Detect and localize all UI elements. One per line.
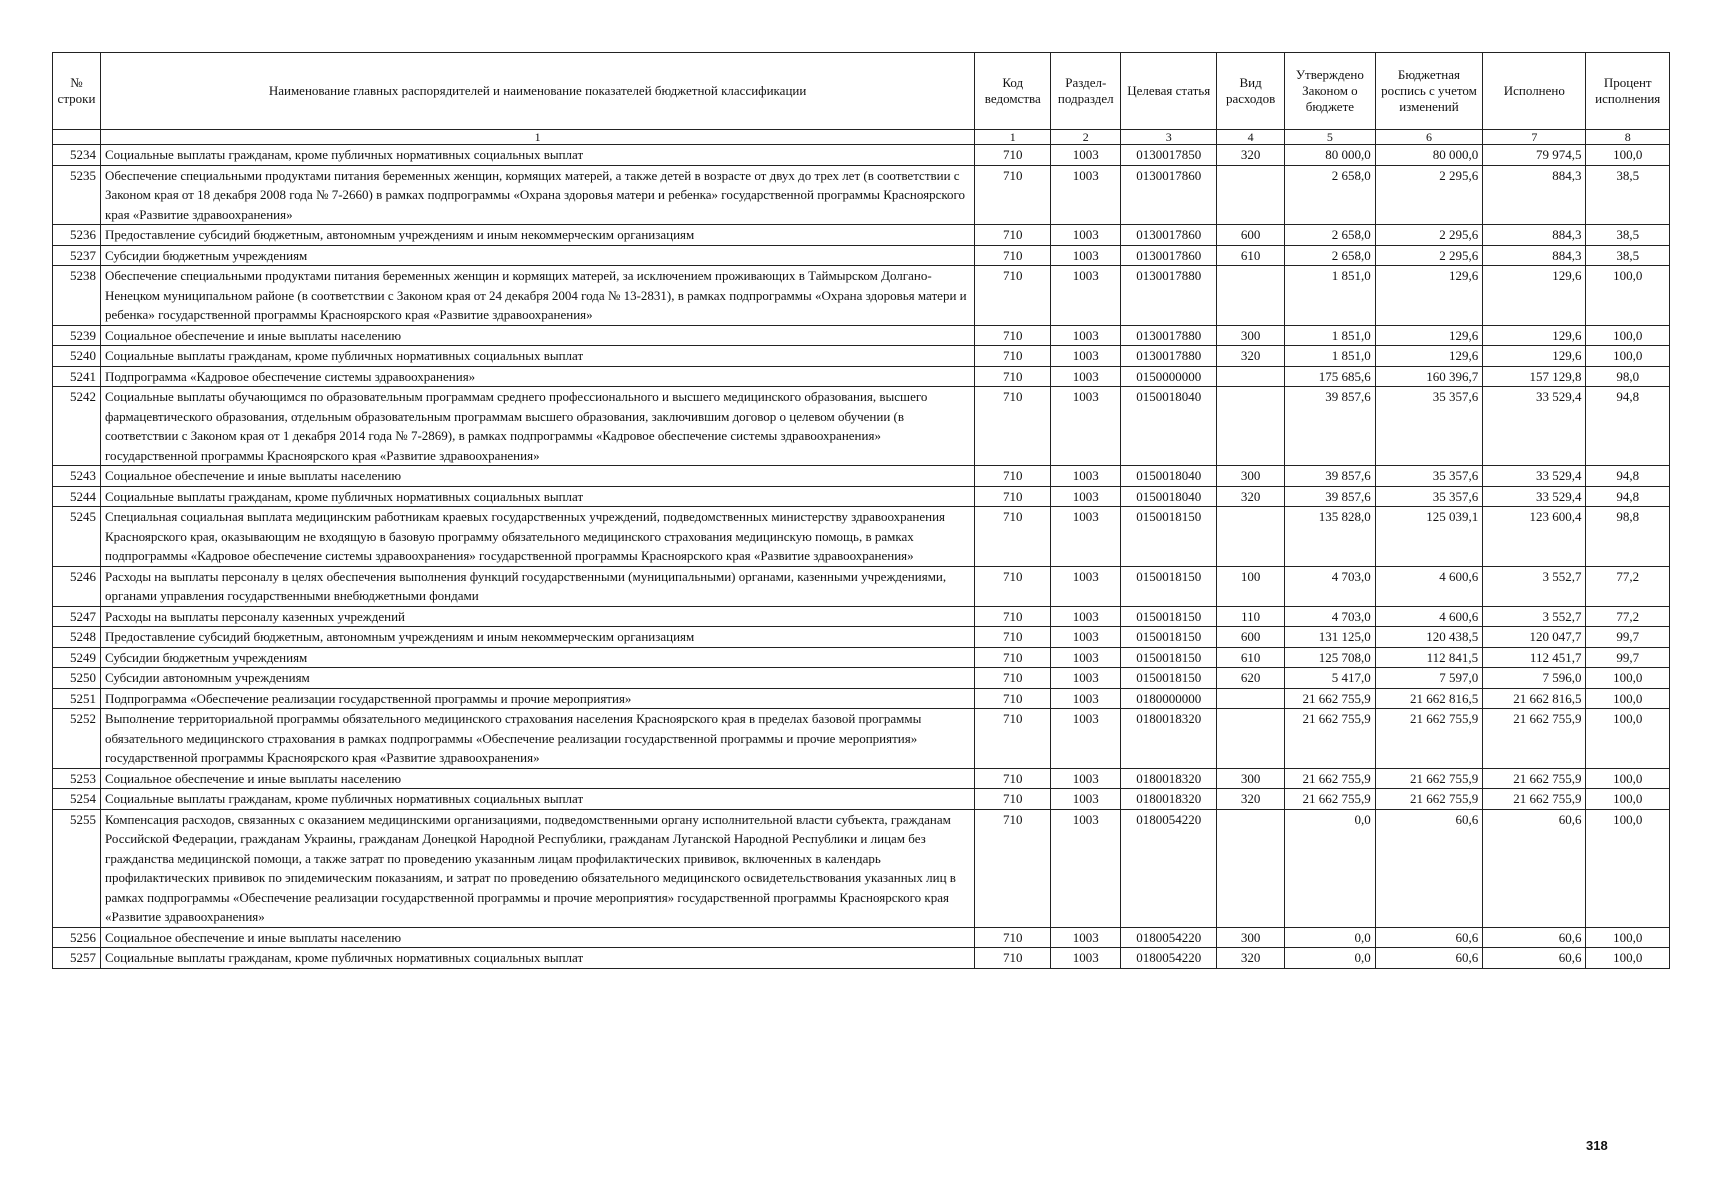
header-percent: Процент исполнения	[1586, 53, 1670, 130]
row-target: 0150018150	[1121, 647, 1217, 668]
row-name: Субсидии бюджетным учреждениям	[100, 245, 974, 266]
row-schedule: 160 396,7	[1375, 366, 1482, 387]
row-name: Субсидии бюджетным учреждениям	[100, 647, 974, 668]
row-name: Субсидии автономным учреждениям	[100, 668, 974, 689]
row-number: 5238	[53, 266, 101, 326]
row-dept-code: 710	[975, 647, 1051, 668]
row-approved: 175 685,6	[1285, 366, 1376, 387]
row-section: 1003	[1051, 325, 1121, 346]
page-number: 318	[1586, 1138, 1608, 1153]
row-executed: 7 596,0	[1483, 668, 1586, 689]
budget-report-page	[52, 52, 1670, 969]
col-number: 8	[1586, 130, 1670, 145]
row-target: 0180018320	[1121, 768, 1217, 789]
row-exp-type: 620	[1217, 668, 1285, 689]
row-number: 5253	[53, 768, 101, 789]
col-number: 5	[1285, 130, 1376, 145]
row-executed: 60,6	[1483, 809, 1586, 927]
row-exp-type: 300	[1217, 325, 1285, 346]
table-row	[53, 688, 1670, 709]
row-approved: 0,0	[1285, 948, 1376, 969]
row-dept-code: 710	[975, 366, 1051, 387]
table-row	[53, 566, 1670, 606]
row-section: 1003	[1051, 627, 1121, 648]
row-section: 1003	[1051, 768, 1121, 789]
row-executed: 21 662 755,9	[1483, 709, 1586, 769]
row-exp-type: 100	[1217, 566, 1285, 606]
row-approved: 21 662 755,9	[1285, 709, 1376, 769]
table-row	[53, 647, 1670, 668]
row-number: 5239	[53, 325, 101, 346]
row-exp-type	[1217, 387, 1285, 466]
row-exp-type: 320	[1217, 346, 1285, 367]
row-exp-type: 320	[1217, 948, 1285, 969]
row-name: Подпрограмма «Обеспечение реализации государственной программы и прочие мероприятия»	[100, 688, 974, 709]
row-target: 0130017880	[1121, 266, 1217, 326]
row-exp-type	[1217, 809, 1285, 927]
row-schedule: 21 662 755,9	[1375, 768, 1482, 789]
row-percent: 94,8	[1586, 466, 1670, 487]
row-number: 5241	[53, 366, 101, 387]
row-approved: 1 851,0	[1285, 325, 1376, 346]
row-schedule: 2 295,6	[1375, 245, 1482, 266]
row-schedule: 60,6	[1375, 809, 1482, 927]
row-target: 0130017850	[1121, 145, 1217, 166]
row-executed: 79 974,5	[1483, 145, 1586, 166]
row-dept-code: 710	[975, 606, 1051, 627]
row-schedule: 80 000,0	[1375, 145, 1482, 166]
row-approved: 4 703,0	[1285, 566, 1376, 606]
row-percent: 100,0	[1586, 948, 1670, 969]
row-target: 0180054220	[1121, 927, 1217, 948]
row-section: 1003	[1051, 466, 1121, 487]
row-approved: 21 662 755,9	[1285, 789, 1376, 810]
row-schedule: 129,6	[1375, 266, 1482, 326]
row-dept-code: 710	[975, 145, 1051, 166]
row-number: 5242	[53, 387, 101, 466]
row-approved: 0,0	[1285, 927, 1376, 948]
row-target: 0130017880	[1121, 325, 1217, 346]
row-dept-code: 710	[975, 927, 1051, 948]
table-header	[53, 53, 1670, 145]
row-exp-type: 300	[1217, 927, 1285, 948]
row-approved: 125 708,0	[1285, 647, 1376, 668]
table-row	[53, 466, 1670, 487]
row-schedule: 7 597,0	[1375, 668, 1482, 689]
row-target: 0150018040	[1121, 387, 1217, 466]
row-dept-code: 710	[975, 948, 1051, 969]
row-name: Расходы на выплаты персоналу казенных учреждений	[100, 606, 974, 627]
row-number: 5256	[53, 927, 101, 948]
table-row	[53, 325, 1670, 346]
row-name: Социальное обеспечение и иные выплаты населению	[100, 768, 974, 789]
row-target: 0150018040	[1121, 466, 1217, 487]
row-number: 5237	[53, 245, 101, 266]
row-approved: 1 851,0	[1285, 346, 1376, 367]
row-exp-type: 300	[1217, 466, 1285, 487]
row-dept-code: 710	[975, 346, 1051, 367]
row-executed: 129,6	[1483, 346, 1586, 367]
header-name: Наименование главных распорядителей и наименование показателей бюджетной классификации	[100, 53, 974, 130]
row-name: Социальные выплаты гражданам, кроме публичных нормативных социальных выплат	[100, 948, 974, 969]
row-target: 0150018150	[1121, 606, 1217, 627]
header-target: Целевая статья	[1121, 53, 1217, 130]
row-dept-code: 710	[975, 466, 1051, 487]
row-number: 5240	[53, 346, 101, 367]
row-target: 0130017860	[1121, 165, 1217, 225]
row-dept-code: 710	[975, 245, 1051, 266]
col-number: 1	[100, 130, 974, 145]
row-executed: 884,3	[1483, 165, 1586, 225]
row-number: 5249	[53, 647, 101, 668]
row-section: 1003	[1051, 225, 1121, 246]
row-executed: 21 662 755,9	[1483, 789, 1586, 810]
row-exp-type: 610	[1217, 647, 1285, 668]
row-approved: 1 851,0	[1285, 266, 1376, 326]
row-dept-code: 710	[975, 789, 1051, 810]
row-approved: 0,0	[1285, 809, 1376, 927]
column-number-row	[53, 130, 1670, 145]
row-dept-code: 710	[975, 709, 1051, 769]
table-row	[53, 225, 1670, 246]
row-name: Расходы на выплаты персоналу в целях обеспечения выполнения функций государственными (муниципальными) органами, казенными учреждениями, органами управления государственными внебюджетными фондами	[100, 566, 974, 606]
table-row	[53, 768, 1670, 789]
row-dept-code: 710	[975, 165, 1051, 225]
row-section: 1003	[1051, 789, 1121, 810]
row-executed: 123 600,4	[1483, 507, 1586, 567]
row-percent: 38,5	[1586, 245, 1670, 266]
row-percent: 94,8	[1586, 486, 1670, 507]
row-percent: 100,0	[1586, 668, 1670, 689]
row-executed: 3 552,7	[1483, 606, 1586, 627]
row-percent: 100,0	[1586, 145, 1670, 166]
row-executed: 112 451,7	[1483, 647, 1586, 668]
row-name: Социальное обеспечение и иные выплаты населению	[100, 927, 974, 948]
row-approved: 135 828,0	[1285, 507, 1376, 567]
row-name: Предоставление субсидий бюджетным, автономным учреждениям и иным некоммерческим организациям	[100, 225, 974, 246]
header-row-no: № строки	[53, 53, 101, 130]
row-executed: 33 529,4	[1483, 387, 1586, 466]
table-row	[53, 927, 1670, 948]
row-schedule: 129,6	[1375, 346, 1482, 367]
row-number: 5245	[53, 507, 101, 567]
row-percent: 100,0	[1586, 768, 1670, 789]
row-schedule: 35 357,6	[1375, 466, 1482, 487]
row-exp-type: 320	[1217, 486, 1285, 507]
row-approved: 5 417,0	[1285, 668, 1376, 689]
row-executed: 21 662 755,9	[1483, 768, 1586, 789]
row-dept-code: 710	[975, 266, 1051, 326]
row-section: 1003	[1051, 346, 1121, 367]
row-target: 0150018150	[1121, 507, 1217, 567]
row-percent: 98,8	[1586, 507, 1670, 567]
row-target: 0180054220	[1121, 809, 1217, 927]
row-approved: 2 658,0	[1285, 165, 1376, 225]
row-section: 1003	[1051, 165, 1121, 225]
row-dept-code: 710	[975, 809, 1051, 927]
row-executed: 21 662 816,5	[1483, 688, 1586, 709]
row-section: 1003	[1051, 668, 1121, 689]
row-approved: 21 662 755,9	[1285, 688, 1376, 709]
row-approved: 39 857,6	[1285, 486, 1376, 507]
table-row	[53, 366, 1670, 387]
row-percent: 100,0	[1586, 789, 1670, 810]
row-dept-code: 710	[975, 566, 1051, 606]
row-number: 5252	[53, 709, 101, 769]
table-row	[53, 606, 1670, 627]
row-target: 0130017860	[1121, 225, 1217, 246]
row-name: Специальная социальная выплата медицинским работникам краевых государственных учреждений, подведомственных министерству здравоохранения Красноярского края, оказывающим не входящую в базовую программу обязательного медицинского страхования медицинскую помощь, в рамках подпрограммы «Кадровое обеспечение системы здравоохранения» государственной программы Красноярского края «Развитие здравоохранения»	[100, 507, 974, 567]
row-section: 1003	[1051, 927, 1121, 948]
row-target: 0180018320	[1121, 789, 1217, 810]
row-schedule: 60,6	[1375, 948, 1482, 969]
row-percent: 100,0	[1586, 266, 1670, 326]
row-number: 5248	[53, 627, 101, 648]
row-percent: 38,5	[1586, 225, 1670, 246]
row-dept-code: 710	[975, 486, 1051, 507]
table-row	[53, 507, 1670, 567]
col-number: 3	[1121, 130, 1217, 145]
row-number: 5247	[53, 606, 101, 627]
row-executed: 120 047,7	[1483, 627, 1586, 648]
row-percent: 100,0	[1586, 709, 1670, 769]
row-executed: 33 529,4	[1483, 486, 1586, 507]
row-name: Обеспечение специальными продуктами питания беременных женщин, кормящих матерей, а также детей в возрасте от двух до трех лет (в соответствии с Законом края от 18 декабря 2008 года № 7-2660) в рамках подпрограммы «Охрана здоровья матери и ребенка» государственной программы Красноярского края «Развитие здравоохранения»	[100, 165, 974, 225]
row-exp-type: 110	[1217, 606, 1285, 627]
row-dept-code: 710	[975, 688, 1051, 709]
row-schedule: 2 295,6	[1375, 165, 1482, 225]
table-row	[53, 387, 1670, 466]
row-name: Выполнение территориальной программы обязательного медицинского страхования населения Красноярского края в пределах базовой программы обязательного медицинского страхования в рамках подпрограммы «Обеспечение реализации государственной программы и прочие мероприятия» государственной программы Красноярского края «Развитие здравоохранения»	[100, 709, 974, 769]
row-percent: 100,0	[1586, 688, 1670, 709]
row-target: 0150000000	[1121, 366, 1217, 387]
row-approved: 21 662 755,9	[1285, 768, 1376, 789]
row-name: Социальное обеспечение и иные выплаты населению	[100, 325, 974, 346]
row-number: 5235	[53, 165, 101, 225]
row-name: Подпрограмма «Кадровое обеспечение системы здравоохранения»	[100, 366, 974, 387]
row-section: 1003	[1051, 387, 1121, 466]
table-row	[53, 486, 1670, 507]
table-row	[53, 668, 1670, 689]
row-schedule: 112 841,5	[1375, 647, 1482, 668]
table-row	[53, 709, 1670, 769]
row-schedule: 2 295,6	[1375, 225, 1482, 246]
row-schedule: 4 600,6	[1375, 566, 1482, 606]
row-number: 5255	[53, 809, 101, 927]
row-schedule: 129,6	[1375, 325, 1482, 346]
table-row	[53, 245, 1670, 266]
row-section: 1003	[1051, 366, 1121, 387]
row-dept-code: 710	[975, 225, 1051, 246]
row-percent: 94,8	[1586, 387, 1670, 466]
row-name: Социальные выплаты обучающимся по образовательным программам среднего профессионального и высшего медицинского образования, высшего фармацевтического образования, отдельным образовательным программам высшего образования, заключившим договор о целевом обучении (в соответствии с Законом края от 1 декабря 2014 года № 7-2869), в рамках подпрограммы «Кадровое обеспечение системы здравоохранения» государственной программы Красноярского края «Развитие здравоохранения»	[100, 387, 974, 466]
row-number: 5250	[53, 668, 101, 689]
row-executed: 129,6	[1483, 325, 1586, 346]
row-number: 5251	[53, 688, 101, 709]
row-percent: 99,7	[1586, 627, 1670, 648]
col-number-blank	[53, 130, 101, 145]
row-dept-code: 710	[975, 768, 1051, 789]
row-name: Социальные выплаты гражданам, кроме публичных нормативных социальных выплат	[100, 789, 974, 810]
row-approved: 39 857,6	[1285, 387, 1376, 466]
col-number: 1	[975, 130, 1051, 145]
row-section: 1003	[1051, 606, 1121, 627]
row-approved: 4 703,0	[1285, 606, 1376, 627]
row-target: 0130017860	[1121, 245, 1217, 266]
col-number: 4	[1217, 130, 1285, 145]
row-target: 0180054220	[1121, 948, 1217, 969]
row-executed: 157 129,8	[1483, 366, 1586, 387]
row-approved: 2 658,0	[1285, 225, 1376, 246]
row-section: 1003	[1051, 507, 1121, 567]
row-percent: 98,0	[1586, 366, 1670, 387]
table-row	[53, 165, 1670, 225]
header-executed: Исполнено	[1483, 53, 1586, 130]
row-target: 0180000000	[1121, 688, 1217, 709]
table-row	[53, 948, 1670, 969]
table-row	[53, 789, 1670, 810]
row-number: 5257	[53, 948, 101, 969]
row-name: Социальные выплаты гражданам, кроме публичных нормативных социальных выплат	[100, 145, 974, 166]
row-target: 0150018150	[1121, 566, 1217, 606]
header-section: Раздел-подраздел	[1051, 53, 1121, 130]
row-percent: 38,5	[1586, 165, 1670, 225]
row-name: Социальное обеспечение и иные выплаты населению	[100, 466, 974, 487]
row-section: 1003	[1051, 809, 1121, 927]
row-executed: 3 552,7	[1483, 566, 1586, 606]
row-percent: 100,0	[1586, 325, 1670, 346]
row-percent: 100,0	[1586, 346, 1670, 367]
row-number: 5244	[53, 486, 101, 507]
row-section: 1003	[1051, 647, 1121, 668]
row-exp-type: 320	[1217, 789, 1285, 810]
row-exp-type	[1217, 266, 1285, 326]
header-approved: Утверждено Законом о бюджете	[1285, 53, 1376, 130]
row-exp-type: 610	[1217, 245, 1285, 266]
row-executed: 884,3	[1483, 245, 1586, 266]
row-section: 1003	[1051, 566, 1121, 606]
header-exp-type: Вид расходов	[1217, 53, 1285, 130]
row-name: Обеспечение специальными продуктами питания беременных женщин и кормящих матерей, за исключением проживающих в Таймырском Долгано-Ненецком муниципальном районе (в соответствии с Законом края от 24 декабря 2004 года № 13-2831), в рамках подпрограммы «Охрана здоровья матери и ребенка» государственной программы Красноярского края «Развитие здравоохранения»	[100, 266, 974, 326]
row-name: Компенсация расходов, связанных с оказанием медицинскими организациями, подведомственными органу исполнительной власти субъекта, гражданам Российской Федерации, гражданам Украины, гражданам Донецкой Народной Республики, гражданам Луганской Народной Республики и лицам без гражданства медицинской помощи, а также затрат по проведению указанным лицам профилактических прививок, включенных в календарь профилактических прививок по эпидемическим показаниям, и затрат по проведению обязательного медицинского освидетельствования указанных лиц в рамках подпрограммы «Обеспечение реализации государственной программы и прочие мероприятия» государственной программы Красноярского края «Развитие здравоохранения»	[100, 809, 974, 927]
header-dept-code: Код ведомства	[975, 53, 1051, 130]
row-schedule: 60,6	[1375, 927, 1482, 948]
row-exp-type: 600	[1217, 225, 1285, 246]
row-target: 0130017880	[1121, 346, 1217, 367]
table-row	[53, 145, 1670, 166]
row-schedule: 21 662 816,5	[1375, 688, 1482, 709]
row-section: 1003	[1051, 709, 1121, 769]
row-exp-type	[1217, 709, 1285, 769]
col-number: 7	[1483, 130, 1586, 145]
row-dept-code: 710	[975, 387, 1051, 466]
table-row	[53, 809, 1670, 927]
row-schedule: 35 357,6	[1375, 387, 1482, 466]
row-executed: 60,6	[1483, 927, 1586, 948]
row-exp-type: 600	[1217, 627, 1285, 648]
row-exp-type	[1217, 366, 1285, 387]
row-dept-code: 710	[975, 325, 1051, 346]
row-exp-type: 320	[1217, 145, 1285, 166]
table-body	[53, 145, 1670, 969]
row-exp-type	[1217, 688, 1285, 709]
row-percent: 77,2	[1586, 566, 1670, 606]
table-row	[53, 346, 1670, 367]
row-target: 0150018150	[1121, 668, 1217, 689]
row-percent: 99,7	[1586, 647, 1670, 668]
row-dept-code: 710	[975, 507, 1051, 567]
header-schedule: Бюджетная роспись с учетом изменений	[1375, 53, 1482, 130]
row-dept-code: 710	[975, 627, 1051, 648]
row-approved: 39 857,6	[1285, 466, 1376, 487]
row-approved: 131 125,0	[1285, 627, 1376, 648]
row-executed: 129,6	[1483, 266, 1586, 326]
col-number: 2	[1051, 130, 1121, 145]
row-percent: 100,0	[1586, 809, 1670, 927]
row-percent: 100,0	[1586, 927, 1670, 948]
row-executed: 33 529,4	[1483, 466, 1586, 487]
row-target: 0180018320	[1121, 709, 1217, 769]
row-target: 0150018150	[1121, 627, 1217, 648]
row-schedule: 35 357,6	[1375, 486, 1482, 507]
row-number: 5254	[53, 789, 101, 810]
row-name: Социальные выплаты гражданам, кроме публичных нормативных социальных выплат	[100, 346, 974, 367]
row-section: 1003	[1051, 486, 1121, 507]
row-schedule: 125 039,1	[1375, 507, 1482, 567]
row-percent: 77,2	[1586, 606, 1670, 627]
row-section: 1003	[1051, 245, 1121, 266]
row-name: Предоставление субсидий бюджетным, автономным учреждениям и иным некоммерческим организациям	[100, 627, 974, 648]
row-section: 1003	[1051, 145, 1121, 166]
row-section: 1003	[1051, 948, 1121, 969]
row-executed: 884,3	[1483, 225, 1586, 246]
row-schedule: 21 662 755,9	[1375, 709, 1482, 769]
table-row	[53, 627, 1670, 648]
row-name: Социальные выплаты гражданам, кроме публичных нормативных социальных выплат	[100, 486, 974, 507]
row-executed: 60,6	[1483, 948, 1586, 969]
row-exp-type	[1217, 165, 1285, 225]
row-approved: 2 658,0	[1285, 245, 1376, 266]
row-number: 5236	[53, 225, 101, 246]
row-number: 5243	[53, 466, 101, 487]
row-approved: 80 000,0	[1285, 145, 1376, 166]
row-dept-code: 710	[975, 668, 1051, 689]
row-section: 1003	[1051, 266, 1121, 326]
row-number: 5246	[53, 566, 101, 606]
row-number: 5234	[53, 145, 101, 166]
row-target: 0150018040	[1121, 486, 1217, 507]
budget-table	[52, 52, 1670, 969]
row-exp-type: 300	[1217, 768, 1285, 789]
row-section: 1003	[1051, 688, 1121, 709]
row-schedule: 21 662 755,9	[1375, 789, 1482, 810]
row-schedule: 120 438,5	[1375, 627, 1482, 648]
row-exp-type	[1217, 507, 1285, 567]
row-schedule: 4 600,6	[1375, 606, 1482, 627]
table-row	[53, 266, 1670, 326]
col-number: 6	[1375, 130, 1482, 145]
